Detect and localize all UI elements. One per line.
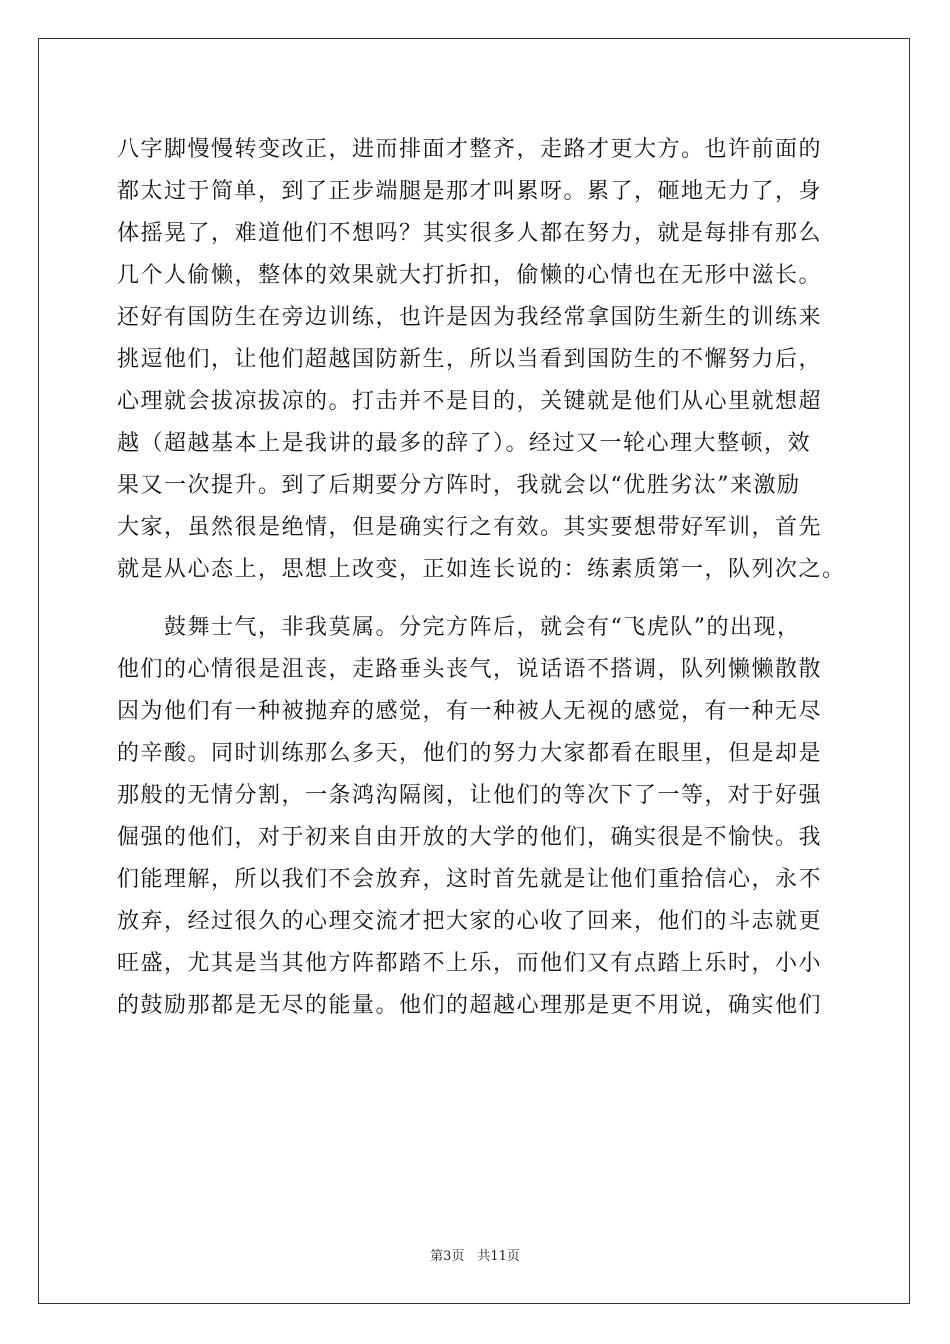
text-line: 越（超越基本上是我讲的最多的辞了）。经过又一轮心理大整顿，效 <box>117 431 812 456</box>
text-line: 挑逗他们，让他们超越国防新生，所以当看到国防生的不懈努力后， <box>117 347 823 372</box>
text-line: 鼓舞士气，非我莫属。分完方阵后，就会有“飞虎队”的出现， <box>117 615 801 640</box>
text-line: 因为他们有一种被抛弃的感觉，有一种被人无视的感觉，有一种无尽 <box>117 699 823 724</box>
text-line: 大家，虽然很是绝情，但是确实行之有效。其实要想带好军训，首先 <box>117 515 823 540</box>
text-line: 们能理解，所以我们不会放弃，这时首先就是让他们重拾信心，永不 <box>117 867 823 892</box>
document-body <box>117 129 857 1027</box>
text-line: 的辛酸。同时训练那么多天，他们的努力大家都看在眼里，但是却是 <box>117 741 823 766</box>
paragraph-gap <box>117 591 857 607</box>
text-line: 还好有国防生在旁边训练，也许是因为我经常拿国防生新生的训练来 <box>117 305 823 330</box>
text-line: 旺盛，尤其是当其他方阵都踏不上乐，而他们又有点踏上乐时，小小 <box>117 951 823 976</box>
text-line: 放弃，经过很久的心理交流才把大家的心收了回来，他们的斗志就更 <box>117 909 823 934</box>
page-number-footer: 第3页 共11页 <box>430 1249 520 1264</box>
text-line: 他们的心情很是沮丧，走路垂头丧气，说话语不搭调，队列懒懒散散 <box>117 657 823 682</box>
text-line: 八字脚慢慢转变改正，进而排面才整齐，走路才更大方。也许前面的 <box>117 137 823 162</box>
text-line: 那般的无情分割，一条鸿沟隔阂，让他们的等次下了一等，对于好强 <box>117 783 823 808</box>
text-line: 的鼓励那都是无尽的能量。他们的超越心理那是更不用说，确实他们 <box>117 993 823 1018</box>
paragraph-1 <box>117 129 857 591</box>
text-line: 都太过于简单，到了正步端腿是那才叫累呀。累了，砸地无力了，身 <box>117 179 823 204</box>
paragraph-2 <box>117 607 857 1027</box>
text-line: 果又一次提升。到了后期要分方阵时，我就会以“优胜劣汰”来激励 <box>117 473 801 498</box>
text-line: 体摇晃了，难道他们不想吗？其实很多人都在努力，就是每排有那么 <box>117 221 823 246</box>
text-line: 就是从心态上，思想上改变，正如连长说的：练素质第一，队列次之。 <box>117 557 846 582</box>
text-line: 几个人偷懒，整体的效果就大打折扣，偷懒的心情也在无形中滋长。 <box>117 263 823 288</box>
text-line: 心理就会拔凉拔凉的。打击并不是目的，关键就是他们从心里就想超 <box>117 389 823 414</box>
text-line: 倔强的他们，对于初来自由开放的大学的他们，确实很是不愉快。我 <box>117 825 823 850</box>
